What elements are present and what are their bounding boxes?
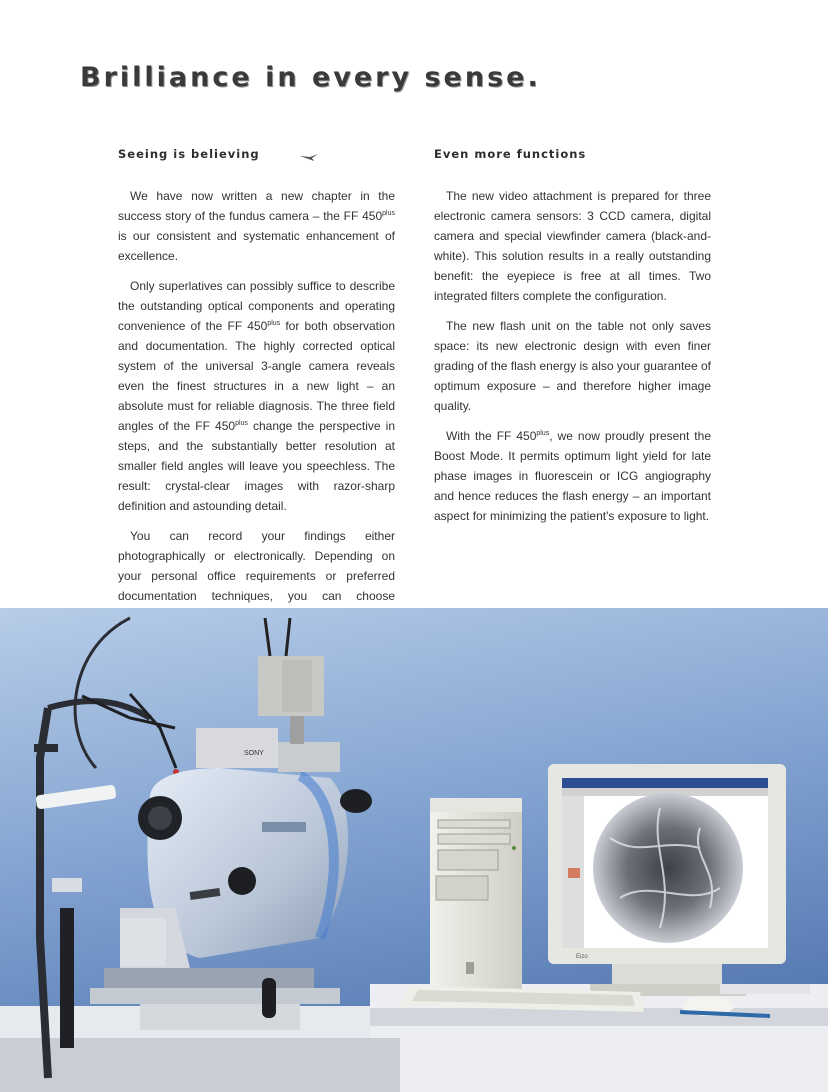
- product-photo-illustration: [0, 608, 828, 1092]
- left-paragraph-1: [118, 186, 395, 266]
- text-run: The new flash unit on the table not only saves space: its new electronic design with even finer grading of the flash energy is also your guarantee of optimum exposure – and therefore higher image quality.: [434, 319, 711, 413]
- right-paragraph-3: [434, 426, 711, 526]
- product-photo: [0, 608, 828, 1092]
- superscript: plus: [536, 430, 550, 437]
- left-paragraph-2: [118, 276, 395, 516]
- text-run: Only superlatives can possibly suffice to describe the outstanding optical components and operating convenience of the FF 450: [118, 279, 395, 333]
- right-column-heading: Even more functions: [434, 147, 587, 161]
- text-run: change the perspective in steps, and the substantially better resolution at smaller field angles will leave you speechless. The result: crystal-clear images with razor-sharp definition and astounding detail.: [118, 419, 395, 513]
- right-paragraph-2: [434, 316, 711, 416]
- right-column: [434, 146, 711, 536]
- text-run: is our consistent and systematic enhancement of excellence.: [118, 229, 395, 263]
- text-run: We have now written a new chapter in the success story of the fundus camera – the FF 450: [118, 189, 395, 223]
- text-run: , we now proudly present the Boost Mode. It permits optimum light yield for late phase images in fluorescein or ICG angiography and hence reduces the flash energy – an important aspect for minimizing the patient's exposure to light.: [434, 429, 711, 523]
- text-run: The new video attachment is prepared for three electronic camera sensors: 3 CCD camera, digital camera and special viewfinder camera (black-and-white). This solution results in a really outstanding benefit: the eyepiece is free at all times. Two integrated filters complete the configuration.: [434, 189, 711, 303]
- left-column-heading: Seeing is believing: [118, 147, 260, 161]
- camera-brand-label: SONY: [244, 750, 264, 757]
- superscript: plus: [235, 420, 248, 427]
- text-run: You can record your findings either photographically or electronically. Depending on your personal office requirements or preferred documentation techniques, you can choose: [118, 529, 395, 603]
- monitor-brand-label: Eizo: [576, 954, 588, 960]
- right-paragraph-1: [434, 186, 711, 306]
- left-column: [118, 146, 395, 656]
- text-run: With the FF 450: [446, 429, 537, 443]
- page-title: Brilliance in every sense.: [80, 62, 541, 93]
- text-run: for both observation and documentation. The highly corrected optical system of the universal 3-angle camera reveals even the finest structures in a new light – an absolute must for reliable diagnosis. The three field angles of the FF 450: [118, 319, 395, 433]
- superscript: plus: [267, 320, 281, 327]
- superscript: plus: [382, 210, 395, 217]
